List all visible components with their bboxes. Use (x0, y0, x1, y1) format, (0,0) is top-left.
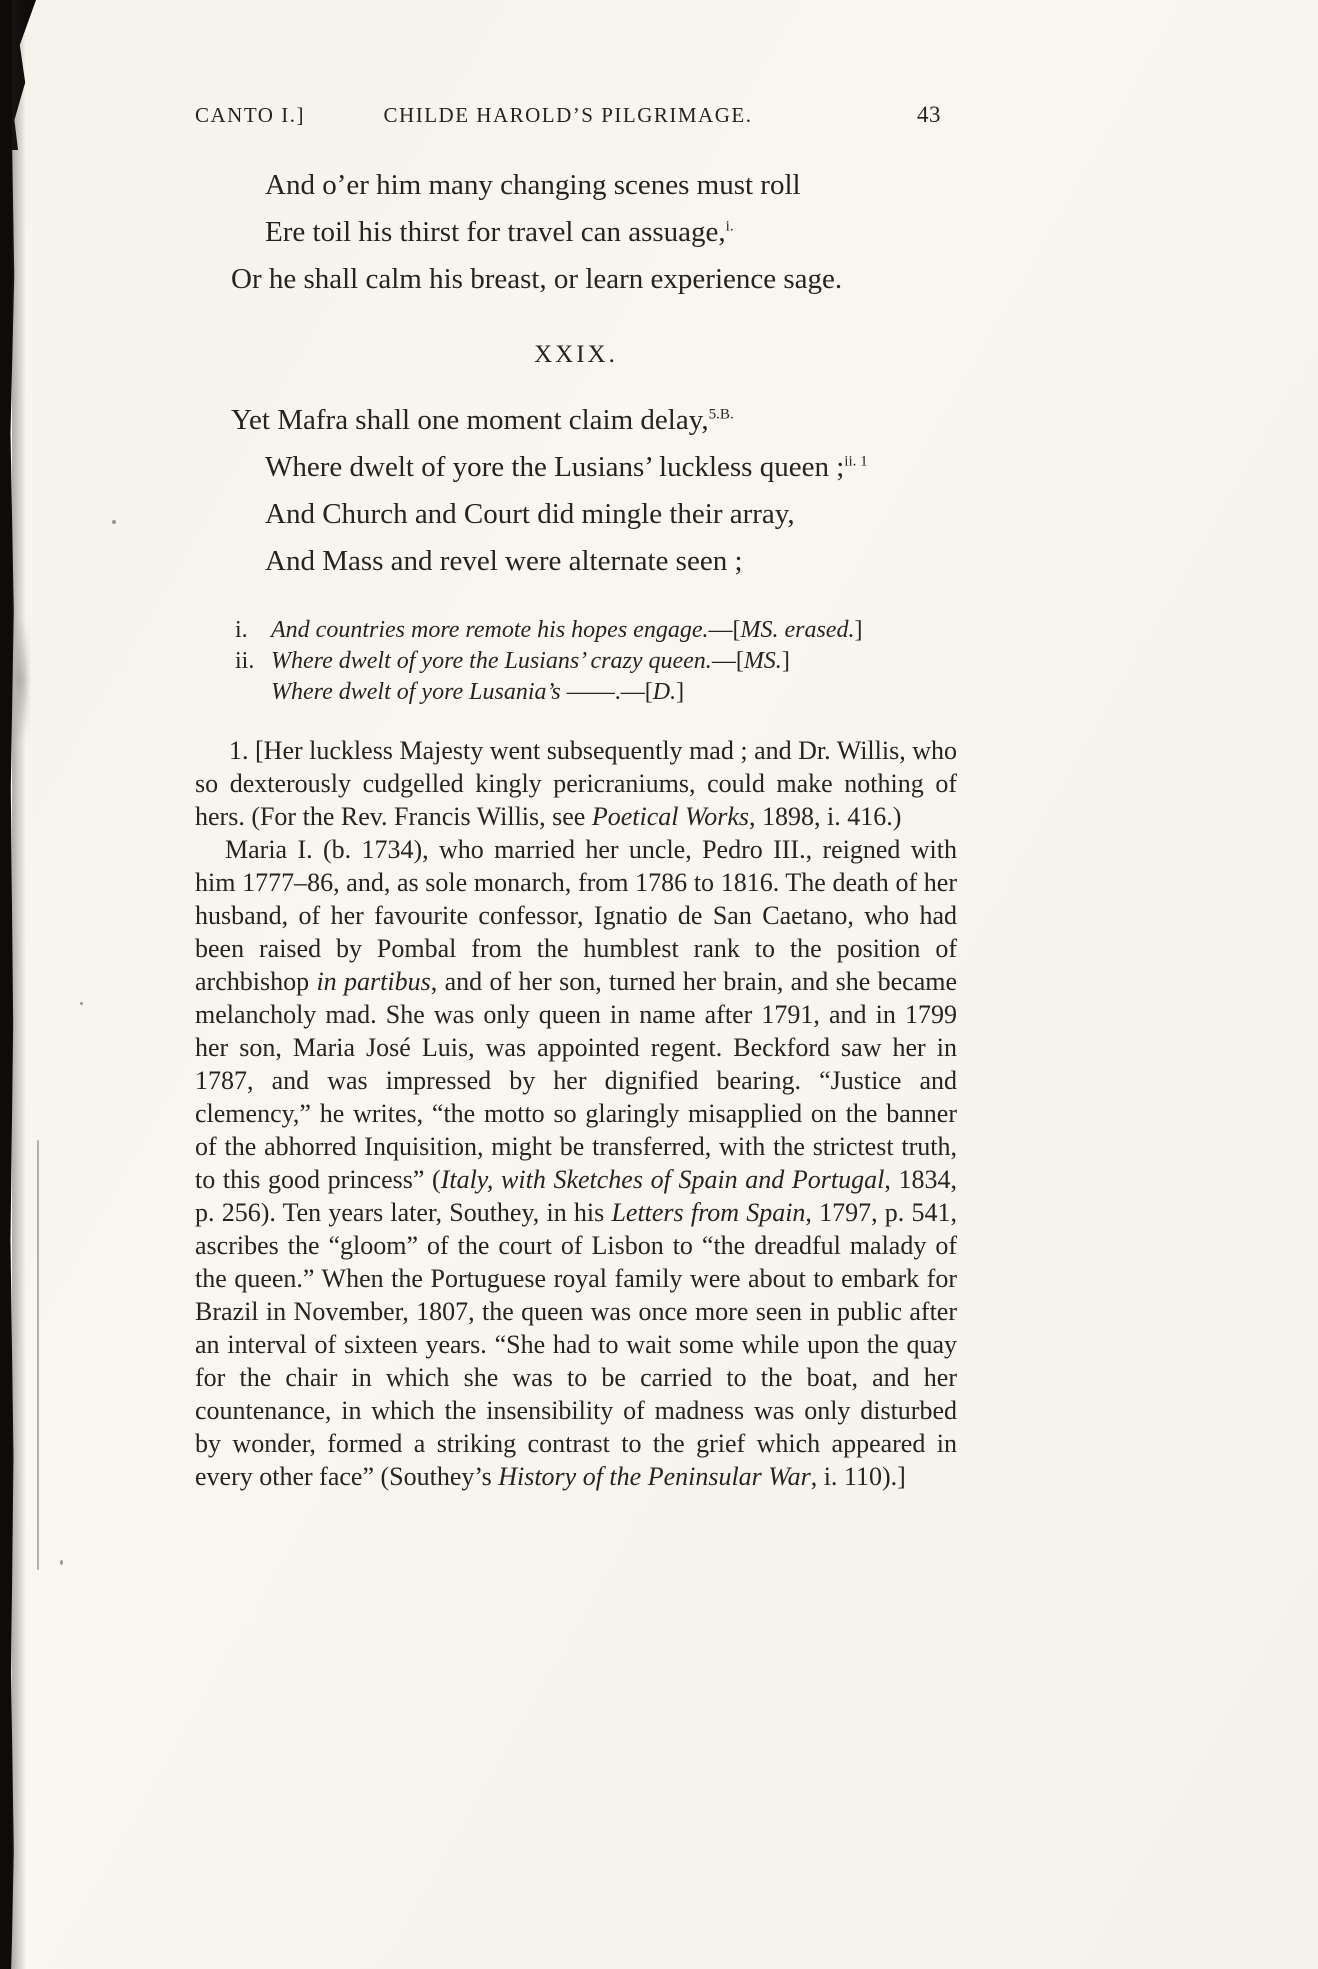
note-ref: 5.B. (708, 406, 734, 423)
footnote-paragraph: Maria I. (b. 1734), who married her uncle, Pedro III., reigned with him 1777–86, and, as sole monarch, from 1786 to 1816. The death of her husband, of her favourite confessor, Ignatio de San Caetano, who had been raised by Pombal from the humblest rank to the position of archbishop in partibus, and of her son, turned her brain, and she became melancholy mad. She was only queen in name after 1791, and in 1799 her son, Maria José Luis, was appointed regent. Beckford saw her in 1787, and was impressed by her dignified bearing. “Justice and clemency,” he writes, “the motto so glaringly misapplied on the banner of the abhorred Inquisition, might be transferred, with the strictest truth, to this good princess” (Italy, with Sketches of Spain and Portugal, 1834, p. 256). Ten years later, Southey, in his Letters from Spain, 1797, p. 541, ascribes the “gloom” of the court of Lisbon to “the dreadful malady of the queen.” When the Portuguese royal family were about to embark for Brazil in November, 1807, the queen was once more seen in public after an interval of sixteen years. “She had to wait some while upon the quay for the chair in which she was to be carried to the boat, and her countenance, in which the insensibility of madness was only disturbed by wonder, formed a striking contrast to the grief which appeared in every other face” (Southey’s History of the Peninsular War, i. 110).] (195, 835, 958, 1491)
poem-line-text: Ere toil his thirst for travel can assuage, (265, 216, 726, 248)
stanza-xxviii-end (195, 162, 957, 303)
stanza-number: XXIX. (534, 341, 618, 368)
poem-line (231, 397, 957, 444)
running-header (195, 102, 957, 128)
variant-note-text: Where dwelt of yore Lusania’s ——.—[D.] (271, 679, 685, 705)
canto-label: CANTO I.] (195, 103, 305, 127)
variant-note-text: And countries more remote his hopes engage.—[MS. erased.] (271, 617, 863, 643)
scan-speck (112, 520, 116, 524)
footnote-paragraph: 1. [Her luckless Majesty went subsequently mad ; and Dr. Willis, who so dexterously cudgelled kingly pericraniums, could make nothing of hers. (For the Rev. Francis Willis, see Poetical Works, 1898, i. 416.) (195, 736, 957, 831)
poem-line (265, 491, 957, 538)
scan-speck (80, 1002, 83, 1005)
note-ref: ii. 1 (844, 453, 868, 470)
note-ref: i. (725, 218, 734, 235)
poem-line-text: Or he shall calm his breast, or learn experience sage. (231, 263, 843, 295)
scan-speck (60, 1560, 63, 1565)
variant-note (235, 677, 957, 708)
variant-note-label: i. (235, 617, 248, 643)
poem-line-text: And o’er him many changing scenes must roll (265, 169, 801, 201)
scan-edge-fringe (12, 0, 26, 1969)
scan-hairline-artifact (37, 1140, 39, 1570)
poem-line (231, 256, 957, 303)
poem-line (265, 209, 957, 256)
variant-note-label: ii. (235, 648, 255, 674)
poem-line (265, 538, 957, 585)
variant-note (235, 615, 957, 646)
book-title: CHILDE HAROLD’S PILGRIMAGE. (383, 103, 753, 127)
poem-line (265, 162, 957, 209)
poem-line-text: Yet Mafra shall one moment claim delay, (231, 404, 709, 436)
editorial-footnote (195, 734, 957, 1493)
variant-note (235, 646, 957, 677)
poem-line-text: And Mass and revel were alternate seen ; (265, 545, 743, 577)
poem-line-text: Where dwelt of yore the Lusians’ luckless queen ; (265, 451, 845, 483)
scan-smudge (16, 620, 28, 740)
variant-notes (235, 615, 957, 708)
page-number: 43 (917, 102, 941, 127)
poem-line (265, 444, 957, 491)
page-content (195, 102, 957, 1493)
stanza-xxix (195, 397, 957, 585)
poem-line-text: And Church and Court did mingle their array, (265, 498, 795, 530)
variant-note-text: Where dwelt of yore the Lusians’ crazy queen.—[MS.] (271, 648, 790, 674)
